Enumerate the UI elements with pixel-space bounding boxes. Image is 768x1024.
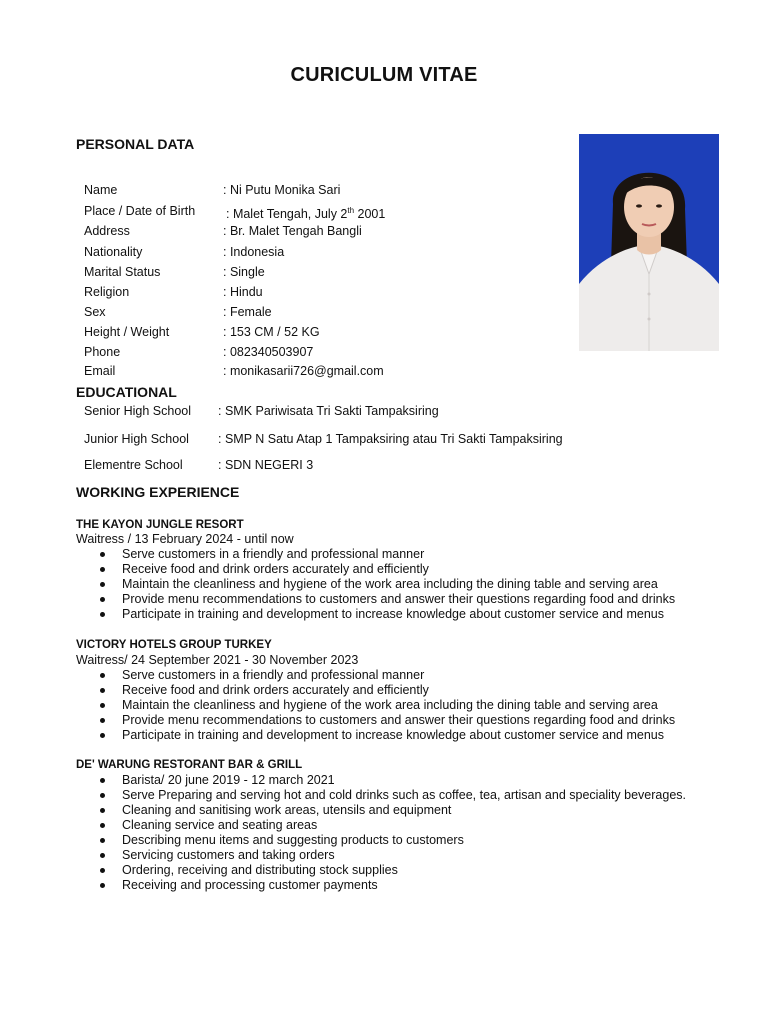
- list-item: [96, 607, 675, 622]
- bullet-text: Provide menu recommendations to customers and answer their questions regarding food and drinks: [122, 713, 676, 727]
- personal-label: Nationality: [84, 245, 143, 259]
- bullet-icon: [100, 838, 105, 843]
- personal-data-heading: PERSONAL DATA: [76, 136, 195, 152]
- bullet-text: Participate in training and development to increase knowledge about customer service and menus: [122, 728, 664, 742]
- list-item: [96, 833, 686, 848]
- bullet-text: Serve customers in a friendly and professional manner: [122, 668, 425, 682]
- personal-label: Sex: [84, 305, 106, 319]
- job-meta: Waitress/ 24 September 2021 - 30 November 2023: [76, 653, 359, 667]
- personal-value: : Single: [223, 265, 265, 279]
- personal-value: : monikasarii726@gmail.com: [223, 364, 384, 378]
- bullet-text: Provide menu recommendations to customers and answer their questions regarding food and drinks: [122, 592, 676, 606]
- list-item: [96, 863, 686, 878]
- job-bullet-list: [96, 668, 675, 743]
- bullet-text: Describing menu items and suggesting products to customers: [122, 833, 464, 847]
- bullet-icon: [100, 778, 105, 783]
- bullet-text: Participate in training and development to increase knowledge about customer service and menus: [122, 607, 664, 621]
- portrait-illustration: [579, 134, 719, 351]
- bullet-icon: [100, 853, 105, 858]
- personal-label: Phone: [84, 345, 121, 359]
- education-value: : SDN NEGERI 3: [218, 458, 314, 472]
- list-item: [96, 878, 686, 893]
- personal-value: : 082340503907: [223, 345, 314, 359]
- personal-value: : Hindu: [223, 285, 263, 299]
- bullet-text: Serve customers in a friendly and professional manner: [122, 547, 425, 561]
- bullet-text: Maintain the cleanliness and hygiene of the work area including the dining table and serving area: [122, 577, 658, 591]
- personal-label: Marital Status: [84, 265, 161, 279]
- job-company: DE' WARUNG RESTORANT BAR & GRILL: [76, 759, 303, 771]
- document-title: CURICULUM VITAE: [290, 64, 478, 86]
- job-bullet-list: [96, 547, 675, 622]
- bullet-text: Receive food and drink orders accurately and efficiently: [122, 683, 429, 697]
- bullet-icon: [100, 733, 105, 738]
- bullet-text: Cleaning service and seating areas: [122, 818, 318, 832]
- bullet-icon: [100, 552, 105, 557]
- bullet-icon: [100, 718, 105, 723]
- list-item: [96, 818, 686, 833]
- bullet-icon: [100, 883, 105, 888]
- education-value: : SMK Pariwisata Tri Sakti Tampaksiring: [218, 404, 439, 418]
- bullet-text: Cleaning and sanitising work areas, utensils and equipment: [122, 803, 452, 817]
- list-item: [96, 788, 686, 803]
- bullet-icon: [100, 823, 105, 828]
- birth-value-ordinal: th: [347, 206, 355, 215]
- bullet-text: Barista/ 20 june 2019 - 12 march 2021: [122, 773, 335, 787]
- personal-label: Height / Weight: [84, 325, 170, 339]
- personal-value: : Ni Putu Monika Sari: [223, 183, 341, 197]
- bullet-icon: [100, 567, 105, 572]
- experience-heading: WORKING EXPERIENCE: [76, 484, 240, 500]
- job-company: THE KAYON JUNGLE RESORT: [76, 519, 244, 531]
- list-item: [96, 803, 686, 818]
- education-heading: EDUCATIONAL: [76, 384, 177, 400]
- job-meta: Waitress / 13 February 2024 - until now: [76, 532, 294, 546]
- personal-label: Address: [84, 224, 130, 238]
- list-item: [96, 848, 686, 863]
- personal-value: : Female: [223, 305, 272, 319]
- education-label: Junior High School: [84, 432, 189, 446]
- birth-value-suffix: 2001: [354, 207, 386, 222]
- personal-label: Email: [84, 364, 116, 378]
- list-item: [96, 562, 675, 577]
- education-label: Elementre School: [84, 458, 183, 472]
- bullet-icon: [100, 703, 105, 708]
- personal-value: : Indonesia: [223, 245, 285, 259]
- bullet-text: Servicing customers and taking orders: [122, 848, 335, 862]
- job-company: VICTORY HOTELS GROUP TURKEY: [76, 639, 272, 651]
- bullet-text: Ordering, receiving and distributing stock supplies: [122, 863, 398, 877]
- job-bullet-list: [96, 773, 686, 893]
- list-item: [96, 592, 675, 607]
- bullet-icon: [100, 612, 105, 617]
- bullet-icon: [100, 597, 105, 602]
- list-item: [96, 713, 675, 728]
- list-item: [96, 547, 675, 562]
- bullet-icon: [100, 868, 105, 873]
- bullet-icon: [100, 808, 105, 813]
- personal-label: Name: [84, 183, 118, 197]
- list-item: [96, 577, 675, 592]
- list-item: [96, 698, 675, 713]
- profile-photo: [579, 134, 719, 351]
- personal-value: [226, 202, 385, 223]
- bullet-icon: [100, 582, 105, 587]
- personal-label: Religion: [84, 285, 130, 299]
- education-label: Senior High School: [84, 404, 192, 418]
- birth-value-prefix: : Malet Tengah, July 2: [226, 207, 348, 222]
- bullet-text: Maintain the cleanliness and hygiene of the work area including the dining table and serving area: [122, 698, 658, 712]
- list-item: [96, 773, 686, 788]
- bullet-text: Receive food and drink orders accurately and efficiently: [122, 562, 429, 576]
- bullet-icon: [100, 688, 105, 693]
- bullet-text: Serve Preparing and serving hot and cold drinks such as coffee, tea, artisan and speciality beverages.: [122, 788, 686, 802]
- bullet-text: Receiving and processing customer payments: [122, 878, 378, 892]
- education-value: : SMP N Satu Atap 1 Tampaksiring atau Tri Sakti Tampaksiring: [218, 432, 563, 446]
- list-item: [96, 728, 675, 743]
- personal-value: : Br. Malet Tengah Bangli: [223, 224, 362, 238]
- personal-label: Place / Date of Birth: [84, 204, 196, 218]
- bullet-icon: [100, 793, 105, 798]
- bullet-icon: [100, 673, 105, 678]
- personal-value: : 153 CM / 52 KG: [223, 325, 320, 339]
- list-item: [96, 668, 675, 683]
- list-item: [96, 683, 675, 698]
